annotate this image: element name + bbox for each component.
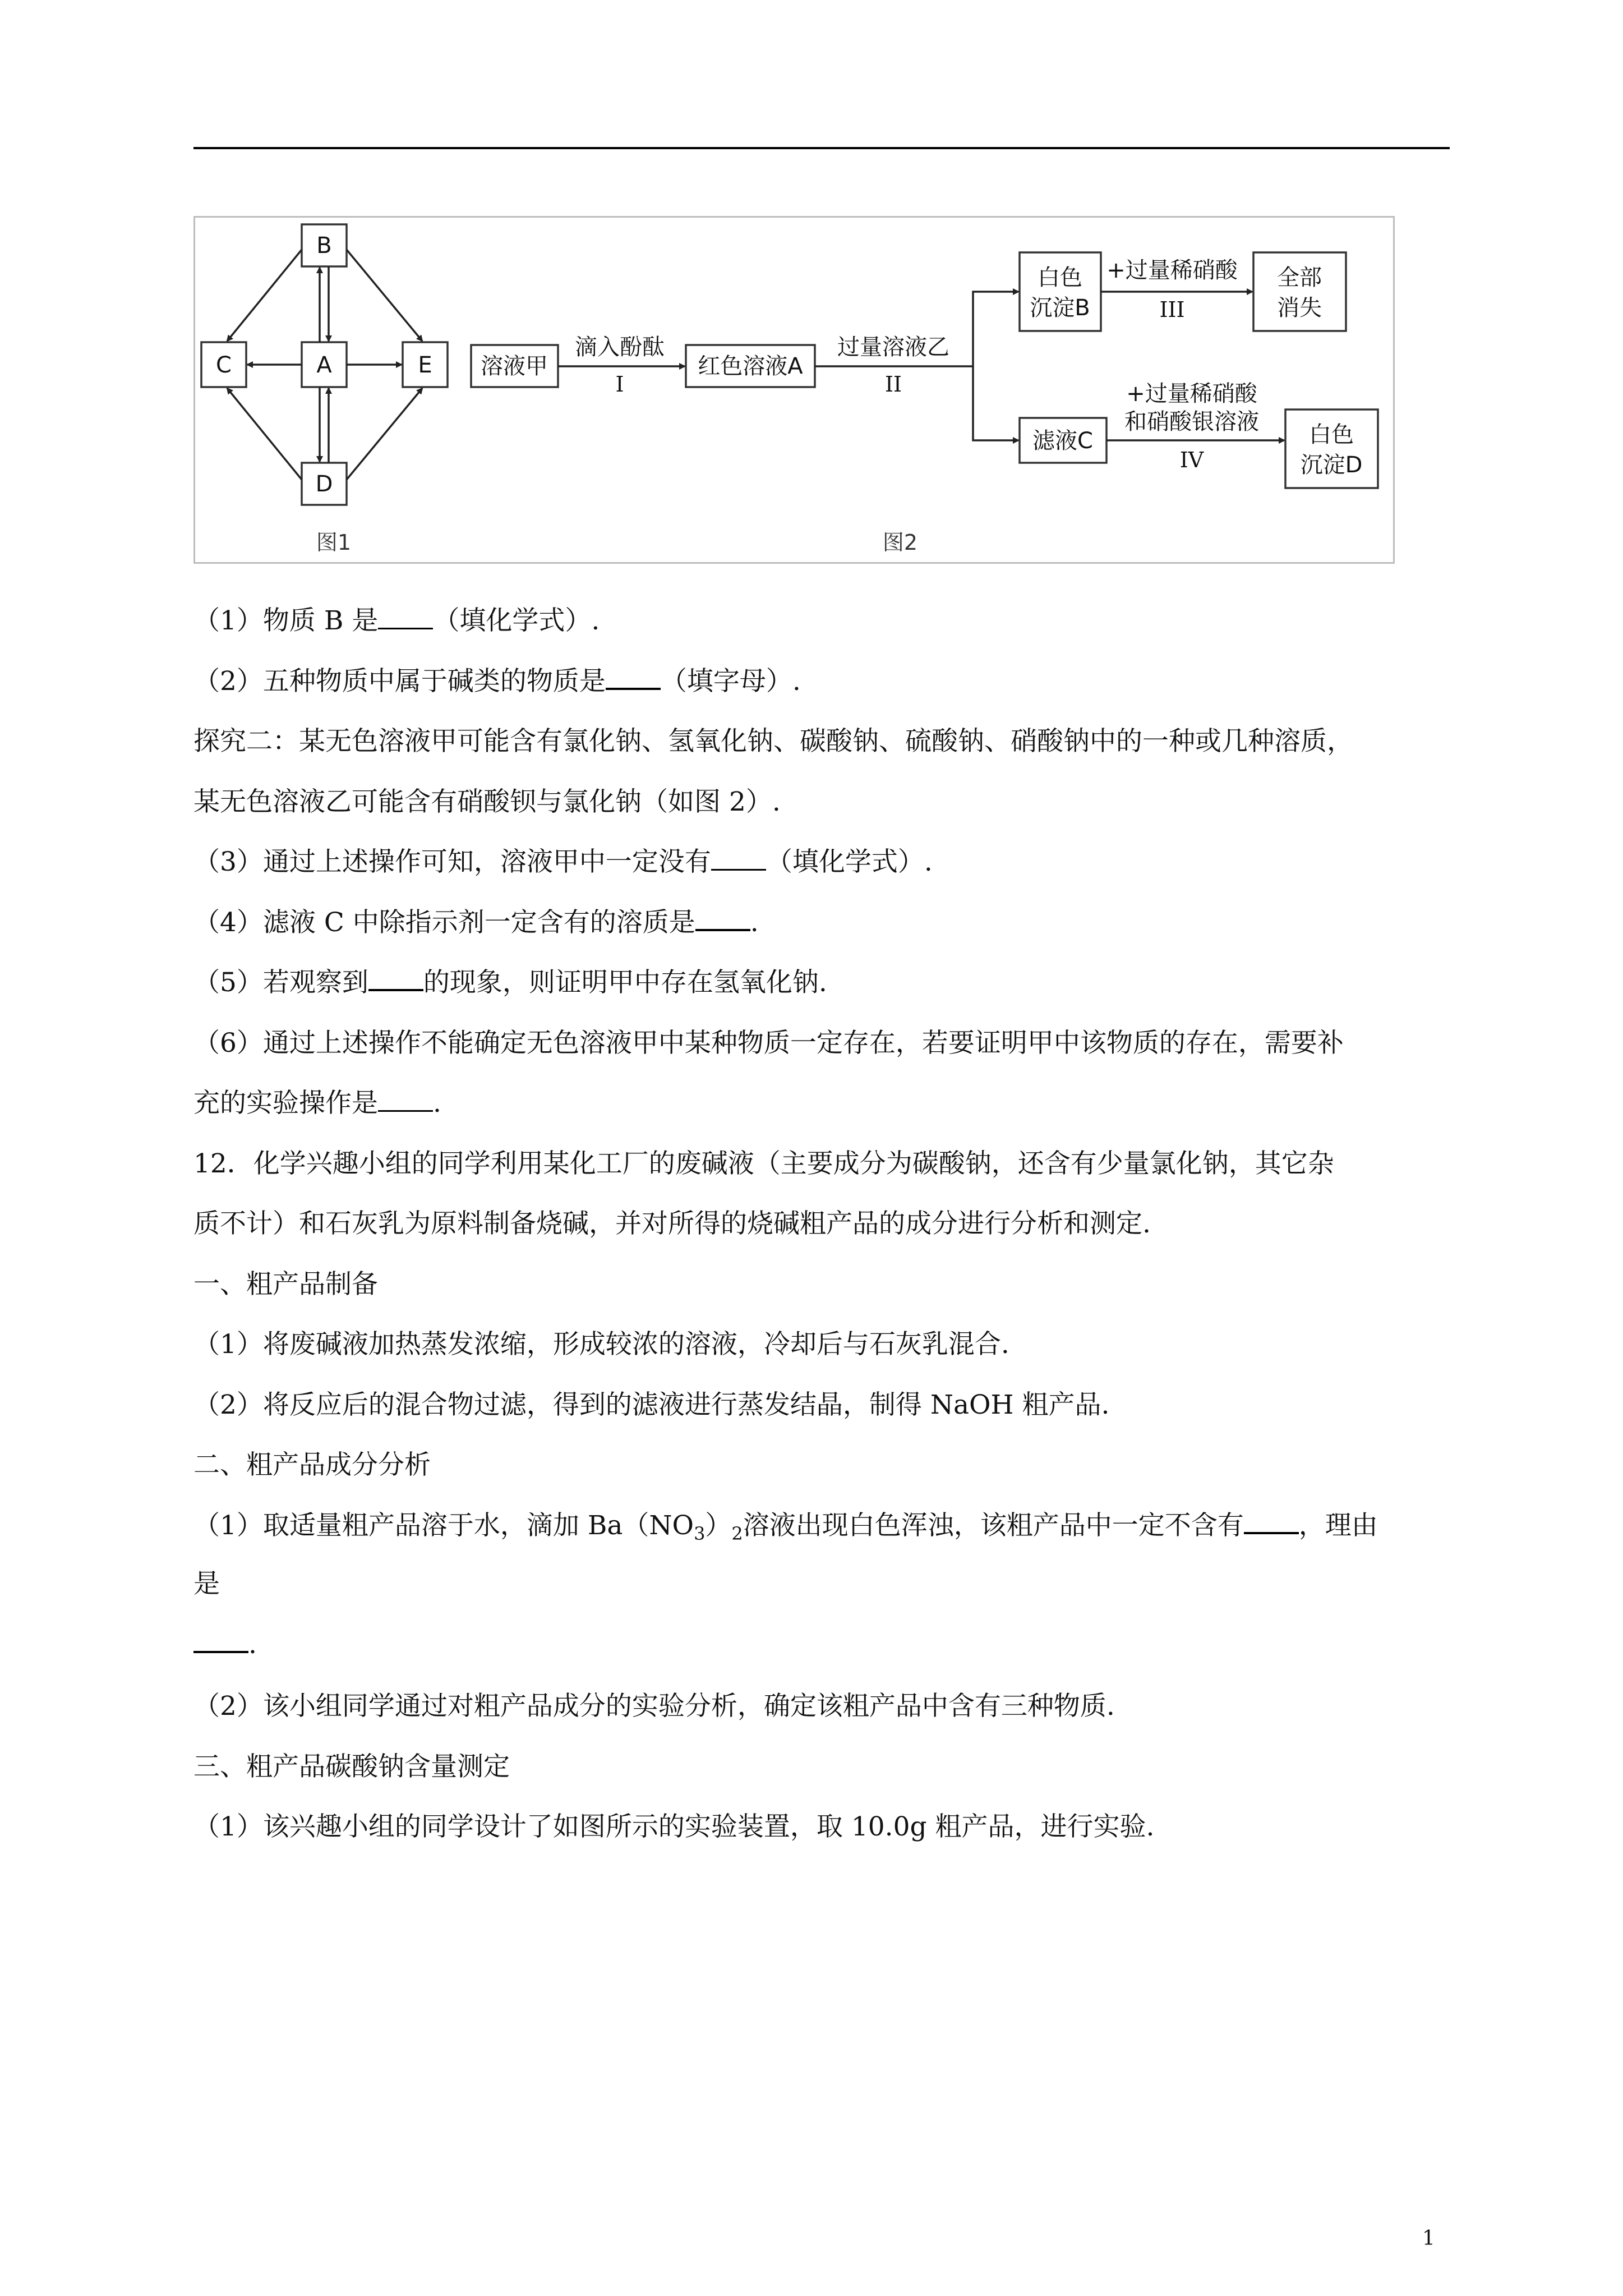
node-a: A — [316, 352, 332, 378]
q3-before: （3）通过上述操作可知，溶液甲中一定没有 — [193, 846, 711, 877]
q6-line2-after: . — [433, 1088, 441, 1119]
q4-before: （4）滤液 C 中除指示剂一定含有的溶质是 — [193, 907, 695, 938]
step2-num: II — [884, 372, 902, 397]
reaction-diagram — [193, 216, 1395, 564]
s2-1-line3-after: . — [248, 1629, 257, 1660]
section-3-item-1: （1）该兴趣小组的同学设计了如图所示的实验装置，取 10.0g 粗产品，进行实验. — [193, 1811, 1155, 1842]
page-number: 1 — [1422, 2227, 1435, 2250]
step3-label: +过量稀硝酸 — [1106, 257, 1238, 283]
s2-1-after: 溶液出现白色浑浊，该粗产品中一定不含有 — [743, 1510, 1244, 1541]
problem-12-line2: 质不计）和石灰乳为原料制备烧碱，并对所得的烧碱粗产品的成分进行分析和测定. — [193, 1208, 1151, 1239]
white-ppt-b-line2: 沉淀B — [1030, 295, 1090, 321]
section-2-item-1-line3 — [193, 1627, 1450, 1663]
q3-after: （填化学式）. — [766, 846, 933, 877]
s2-1-sub: 3 — [694, 1523, 706, 1544]
q2-before: （2）五种物质中属于碱类的物质是 — [193, 666, 606, 697]
q1-before: （1）物质 B 是 — [193, 605, 379, 636]
answer-blank-1 — [378, 606, 433, 629]
all-gone-line1: 全部 — [1277, 265, 1322, 291]
step3-num: III — [1159, 297, 1185, 322]
red-solution: 红色溶液A — [698, 353, 803, 379]
problem-12-line1: 12．化学兴趣小组的同学利用某化工厂的废碱液（主要成分为碳酸钠，还含有少量氯化钠，其它杂 — [193, 1148, 1334, 1179]
question-6-line2 — [193, 1085, 1450, 1121]
question-3 — [193, 844, 1450, 880]
q4-after: . — [750, 907, 759, 938]
step1-label: 滴入酚酞 — [575, 334, 665, 360]
figure-1-caption: 图1 — [316, 530, 352, 555]
section-1-heading: 一、粗产品制备 — [193, 1269, 378, 1300]
step4-label-line2: 和硝酸银溶液 — [1124, 409, 1259, 435]
s2-1-mid: ） — [705, 1510, 732, 1541]
q5-before: （5）若观察到 — [193, 967, 368, 998]
section-1-item-1: （1）将废碱液加热蒸发浓缩，形成较浓的溶液，冷却后与石灰乳混合. — [193, 1329, 1009, 1360]
s2-1-before: （1）取适量粗产品溶于水，滴加 Ba（NO — [193, 1510, 694, 1541]
filtrate-c: 滤液C — [1032, 428, 1093, 454]
section-2-item-1 — [193, 1508, 1450, 1552]
question-1 — [193, 603, 1450, 639]
node-d: D — [315, 471, 333, 497]
step4-num: IV — [1179, 448, 1204, 472]
answer-blank-5 — [368, 968, 423, 991]
step2-label: 过量溶液乙 — [837, 334, 949, 360]
white-ppt-b-line1: 白色 — [1038, 265, 1082, 291]
question-4 — [193, 905, 1450, 941]
answer-blank-8 — [193, 1630, 248, 1653]
white-ppt-d-line2: 沉淀D — [1300, 452, 1363, 478]
q5-after: 的现象，则证明甲中存在氢氧化钠. — [423, 967, 827, 998]
answer-blank-4 — [695, 908, 750, 931]
answer-blank-6 — [378, 1089, 433, 1112]
s2-1-sub2: 2 — [731, 1523, 743, 1544]
q2-after: （填字母）. — [660, 666, 801, 697]
section-3-heading: 三、粗产品碳酸钠含量测定 — [193, 1751, 510, 1782]
step1-num: I — [615, 372, 624, 397]
question-2 — [193, 664, 1450, 700]
question-5 — [193, 965, 1450, 1001]
answer-blank-2 — [606, 666, 661, 690]
explore2-line1: 探究二：某无色溶液甲可能含有氯化钠、氢氧化钠、碳酸钠、硫酸钠、硝酸钠中的一种或几种溶质， — [193, 726, 1353, 757]
s2-1-end: ，理由 — [1298, 1510, 1378, 1541]
white-ppt-d-line1: 白色 — [1309, 422, 1354, 448]
solution-jia: 溶液甲 — [481, 353, 548, 379]
explore2-line2: 某无色溶液乙可能含有硝酸钡与氯化钠（如图 2）. — [193, 786, 781, 817]
node-c: C — [216, 352, 232, 378]
header-rule — [193, 147, 1450, 149]
section-1-item-2: （2）将反应后的混合物过滤，得到的滤液进行蒸发结晶，制得 NaOH 粗产品. — [193, 1389, 1110, 1420]
figure-2-caption: 图2 — [882, 530, 918, 555]
q6-line2-before: 充的实验操作是 — [193, 1088, 378, 1119]
question-6-line1: （6）通过上述操作不能确定无色溶液甲中某种物质一定存在，若要证明甲中该物质的存在，需要补 — [193, 1028, 1344, 1059]
node-b: B — [316, 233, 332, 259]
all-gone-line2: 消失 — [1277, 295, 1322, 321]
section-2-heading: 二、粗产品成分分析 — [193, 1450, 431, 1480]
node-e: E — [418, 352, 432, 378]
section-2-item-1-line2: 是 — [193, 1568, 220, 1599]
q1-after: （填化学式）. — [433, 605, 600, 636]
answer-blank-3 — [711, 848, 766, 871]
answer-blank-7 — [1244, 1511, 1299, 1534]
section-2-item-2: （2）该小组同学通过对粗产品成分的实验分析，确定该粗产品中含有三种物质. — [193, 1691, 1115, 1722]
step4-label-line1: +过量稀硝酸 — [1126, 381, 1257, 407]
